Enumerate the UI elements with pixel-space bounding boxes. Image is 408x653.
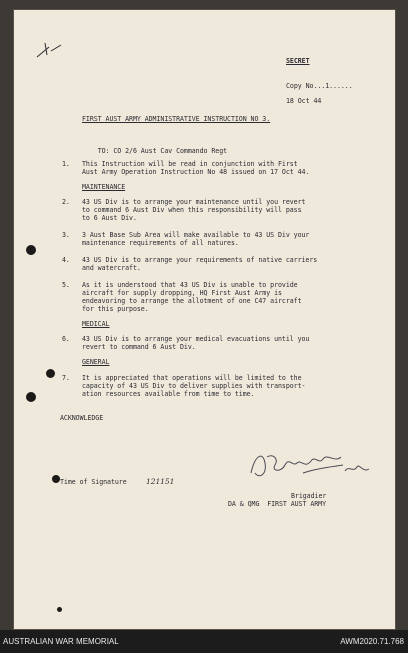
addressee-text: TO: CO 2/6 Aust Cav Commando Regt [97, 146, 228, 155]
heading-medical: MEDICAL [82, 320, 110, 328]
item-line: for this purpose. [82, 305, 149, 313]
heading-general: GENERAL [82, 358, 110, 366]
punch-hole [26, 392, 36, 402]
item-line: capacity of 43 US Div to deliver supplies with transport- [82, 382, 306, 390]
punch-hole [46, 369, 55, 378]
item-line: endeavoring to arrange the allotment of one C47 aircraft [82, 297, 302, 305]
item-line: 43 US Div is to arrange your medical evacuations until you [82, 335, 310, 343]
item-number: 4. [62, 256, 70, 264]
signatory-rank: Brigadier [291, 492, 327, 500]
footer-bar [0, 630, 408, 653]
footer-accession-number: AWM2020.71.768 [340, 637, 404, 646]
signatory-appointment: DA & QMG FIRST AUST ARMY [228, 500, 326, 508]
item-line: 43 US Div is to arrange your maintenance until you revert [82, 198, 306, 206]
item-number: 7. [62, 374, 70, 382]
item-line: As it is understood that 43 US Div is unable to provide [82, 281, 298, 289]
footer-institution: AUSTRALIAN WAR MEMORIAL [3, 637, 119, 646]
document-title: FIRST AUST ARMY ADMINISTRATIVE INSTRUCTION NO 3. [82, 115, 271, 123]
punch-hole [57, 607, 62, 612]
item-number: 1. [62, 160, 70, 168]
item-line: aircraft for supply dropping, HQ First Aust Army is [82, 289, 282, 297]
heading-maintenance: MAINTENANCE [82, 183, 126, 191]
punch-hole [26, 245, 36, 255]
item-line: Aust Army Operation Instruction No 48 issued on 17 Oct 44. [82, 168, 310, 176]
ink-mark [35, 39, 65, 63]
copy-number: Copy No...1...... [286, 82, 353, 90]
document-page [13, 9, 396, 630]
item-line: maintenance requirements of all natures. [82, 239, 239, 247]
time-of-signature-value: 121151 [146, 477, 175, 486]
item-line: to 6 Aust Div. [82, 214, 137, 222]
item-line: This Instruction will be read in conjunction with First [82, 160, 298, 168]
time-of-signature-label: Time of Signature [60, 478, 127, 486]
item-line: ation resources available from time to time. [82, 390, 255, 398]
item-line: to command 6 Aust Div when this responsibility will pass [82, 206, 302, 214]
item-line: revert to command 6 Aust Div. [82, 343, 196, 351]
item-number: 3. [62, 231, 70, 239]
item-number: 6. [62, 335, 70, 343]
item-number: 2. [62, 198, 70, 206]
acknowledge-text: ACKNOWLEDGE [60, 414, 104, 422]
item-line: 3 Aust Base Sub Area will make available to 43 US Div your [82, 231, 310, 239]
document-date: 18 Oct 44 [286, 97, 322, 105]
item-line: and watercraft. [82, 264, 141, 272]
punch-hole [52, 475, 60, 483]
item-line: 43 US Div is to arrange your requirements of native carriers [82, 256, 318, 264]
item-number: 5. [62, 281, 70, 289]
item-line: It is appreciated that operations will be limited to the [82, 374, 302, 382]
classification-label: SECRET [286, 57, 310, 65]
handwritten-signature [245, 443, 375, 485]
